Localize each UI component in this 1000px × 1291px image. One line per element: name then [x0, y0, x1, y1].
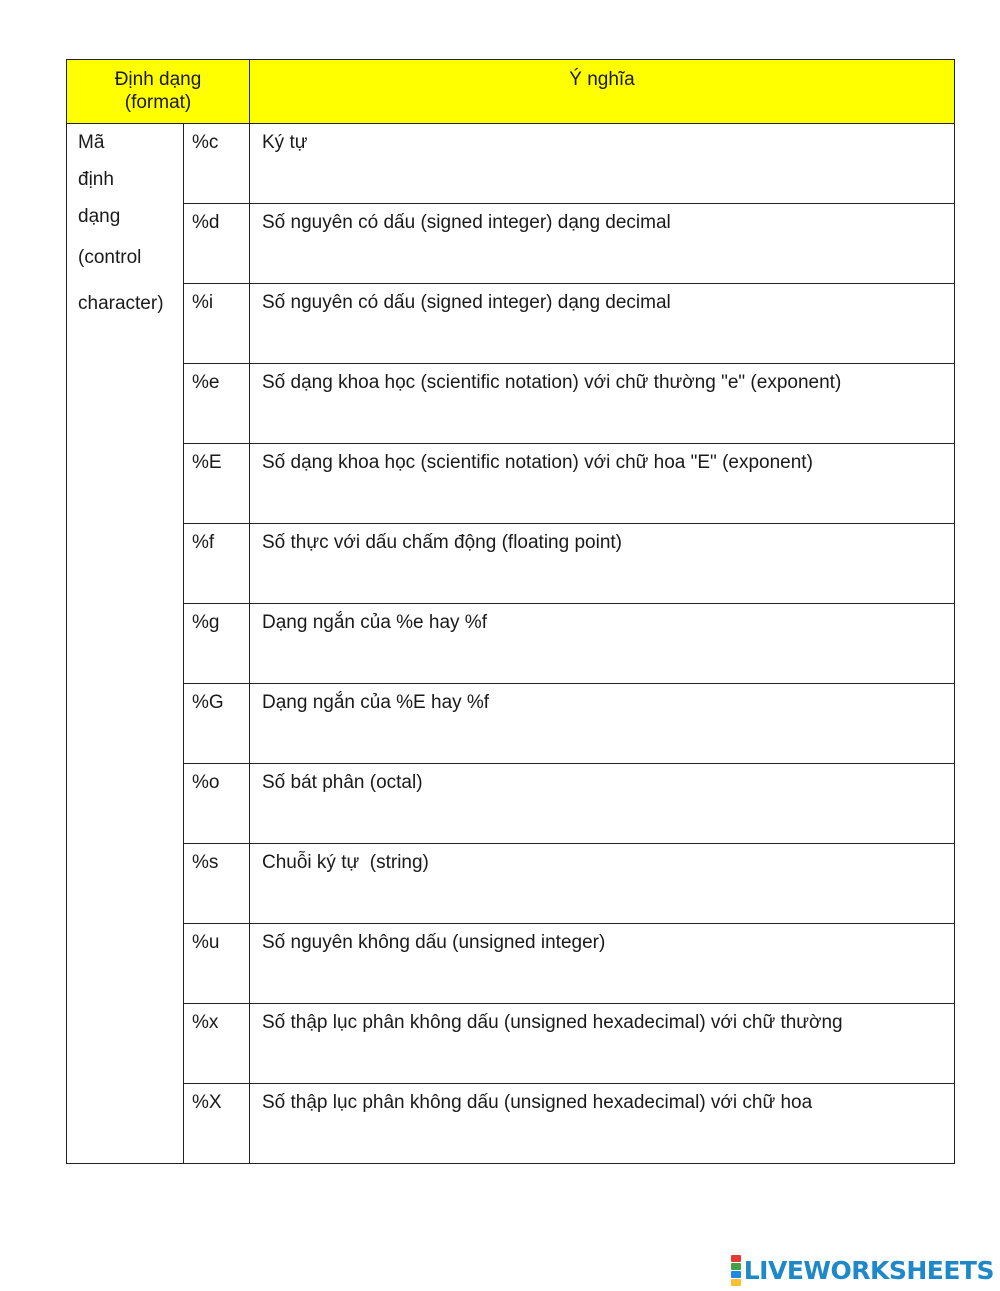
code-cell: %G: [184, 684, 250, 764]
header-format: [67, 60, 250, 124]
table-row: [67, 684, 955, 764]
table-row: [67, 764, 955, 844]
group-label-cell: [67, 124, 184, 1164]
meaning-cell: Số nguyên có dấu (signed integer) dạng decimal: [250, 204, 955, 284]
group-label-line: dạng: [78, 206, 121, 227]
table-header-row: [67, 60, 955, 124]
liveworksheets-logo-icon: [731, 1255, 741, 1287]
meaning-cell: Số dạng khoa học (scientific notation) với chữ hoa "E" (exponent): [250, 444, 955, 524]
code-cell: %s: [184, 844, 250, 924]
code-cell: %i: [184, 284, 250, 364]
meaning-cell: Số nguyên có dấu (signed integer) dạng decimal: [250, 284, 955, 364]
table-row: [67, 524, 955, 604]
header-format-line2: (format): [124, 92, 192, 113]
meaning-cell: Số nguyên không dấu (unsigned integer): [250, 924, 955, 1004]
code-cell: %g: [184, 604, 250, 684]
table-row: [67, 924, 955, 1004]
group-label-line: định: [78, 169, 114, 190]
meaning-cell: Dạng ngắn của %e hay %f: [250, 604, 955, 684]
header-meaning: Ý nghĩa: [250, 60, 955, 124]
group-label-line: character): [78, 293, 164, 314]
table-row: [67, 124, 955, 204]
table-row: [67, 204, 955, 284]
meaning-cell: Số thực với dấu chấm động (floating point): [250, 524, 955, 604]
code-cell: %E: [184, 444, 250, 524]
meaning-cell: Số dạng khoa học (scientific notation) với chữ thường "e" (exponent): [250, 364, 955, 444]
table-row: [67, 284, 955, 364]
code-cell: %u: [184, 924, 250, 1004]
code-cell: %c: [184, 124, 250, 204]
format-specifier-table: [66, 59, 955, 1164]
table-row: [67, 1084, 955, 1164]
code-cell: %e: [184, 364, 250, 444]
code-cell: %o: [184, 764, 250, 844]
group-label-line: Mã: [78, 132, 105, 153]
liveworksheets-brand[interactable]: [731, 1254, 994, 1288]
meaning-cell: Số thập lục phân không dấu (unsigned hexadecimal) với chữ hoa: [250, 1084, 955, 1164]
table-row: [67, 444, 955, 524]
brand-name: LIVEWORKSHEETS: [743, 1256, 994, 1285]
table-row: [67, 844, 955, 924]
meaning-cell: Dạng ngắn của %E hay %f: [250, 684, 955, 764]
code-cell: %x: [184, 1004, 250, 1084]
table-row: [67, 1004, 955, 1084]
header-format-line1: Định dạng: [114, 69, 202, 90]
group-label-line: (control: [78, 247, 142, 268]
table-row: [67, 604, 955, 684]
table-row: [67, 364, 955, 444]
code-cell: %d: [184, 204, 250, 284]
code-cell: %X: [184, 1084, 250, 1164]
meaning-cell: Ký tự: [250, 124, 955, 204]
code-cell: %f: [184, 524, 250, 604]
meaning-cell: Chuỗi ký tự (string): [250, 844, 955, 924]
meaning-cell: Số thập lục phân không dấu (unsigned hexadecimal) với chữ thường: [250, 1004, 955, 1084]
meaning-cell: Số bát phân (octal): [250, 764, 955, 844]
